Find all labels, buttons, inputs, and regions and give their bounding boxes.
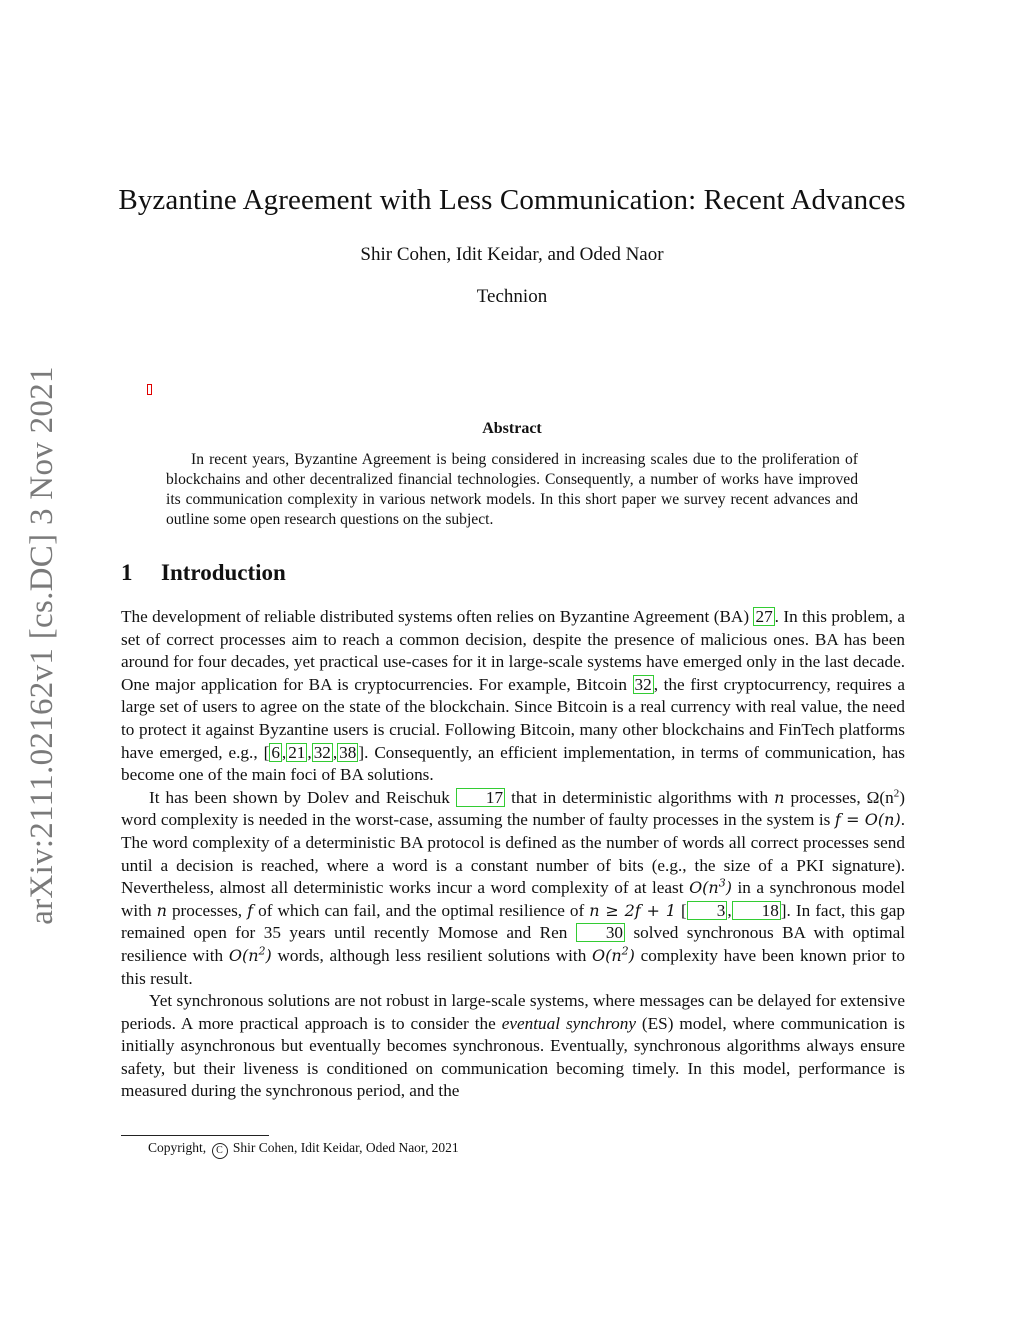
abstract-text: In recent years, Byzantine Agreement is being considered in increasing scales due to the proliferation of blockchains and other decentralized financial technologies. Consequently, a number of works have improved its communication complexity in various network models. In this short paper we survey recent advances and outline some open research questions on the subject. [166,451,858,528]
copyright-icon: C [212,1143,228,1159]
citation-link[interactable]: 30 [576,923,625,942]
paragraph-1: The development of reliable distributed systems often relies on Byzantine Agreement (BA) 27 . In this problem, a set of correct processes aim to reach a common decision, despite the presence of malicious ones. BA has been around for four decades, yet practical use-cases for it in large-scale systems have emerged only in the last decade. One major application for BA is cryptocurrencies. For example, Bitcoin 32 , the first cryptocurrency, requires a large set of users to agree on the state of the blockchain. Since Bitcoin is a real currency with real value, the need to protect it against Byzantine users is crucial. Following Bitcoin, many other blockchains and FinTech platforms have emerged, e.g., [ 6 , 21 , 32 , 38 ]. Consequently, an efficient implementation, in terms of communication, has become one of the main foci of BA solutions. [121,607,906,785]
paper-title: Byzantine Agreement with Less Communication: Recent Advances [118,184,906,216]
paper-authors: Shir Cohen, Idit Keidar, and Oded Naor [360,244,664,265]
arxiv-id-text: arXiv:2111.02162v1 [cs.DC] 3 Nov 2021 [23,365,60,925]
citation-link[interactable]: 38 [339,742,357,762]
citation-link[interactable]: 27 [755,607,773,626]
section-heading [121,560,286,586]
paper-affiliation: Technion [476,286,548,307]
citation-link[interactable]: 17 [456,788,505,807]
citation-link[interactable]: 32 [313,742,331,762]
annotation-marker [147,384,152,395]
footnote-divider [121,1135,269,1136]
paragraph-3: Yet synchronous solutions are not robust in large-scale systems, where messages can be delayed for extensive periods. A more practical approach is to consider the eventual synchrony (ES) model, where communication is initially asynchronous but eventually becomes synchronous. Eventually, synchronous algorithms always ensure safety, but their liveness is conditioned on communication becoming timely. In this model, performance is measured during the synchronous period, and the [121,991,905,1101]
paragraph-2: It has been shown by Dolev and Reischuk 17 that in deterministic algorithms with n processes, $\Omega(n^2)$ word complexity is needed in the worst-case, assuming the number of faulty processes in the system is f = O(n). The word complexity of a deterministic BA protocol is defined as the number of words all correct processes send until a decision is reached, where a word is a constant number of bits (e.g., the size of a PKI signature). Nevertheless, almost all deterministic works incur a word complexity of at least $O(n^3)$ in a synchronous model with n processes, f of which can fail, and the optimal resilience of n ≥ 2f + 1 [ 3 , 18 ]. In fact, this gap remained open for 35 years until recently Momose and Ren 30 solved synchronous BA with optimal resilience with $O(n^2)$ words, although less resilient solutions with $O(n^2)$ complexity have been known prior to this result. [121,787,906,988]
section-title: Introduction [161,560,286,585]
body-text [121,606,905,1103]
abstract-heading: Abstract [482,420,542,437]
citation-link[interactable]: 18 [732,901,781,920]
arxiv-stamp [22,360,62,930]
copyright-footnote: Copyright, C Shir Cohen, Idit Keidar, Oded Naor, 2021 [148,1140,459,1159]
section-number: 1 [121,560,133,585]
citation-link[interactable]: 21 [288,742,306,762]
citation-link[interactable]: 32 [634,674,652,694]
citation-link[interactable]: 3 [687,901,728,920]
citation-link[interactable]: 6 [271,742,280,762]
